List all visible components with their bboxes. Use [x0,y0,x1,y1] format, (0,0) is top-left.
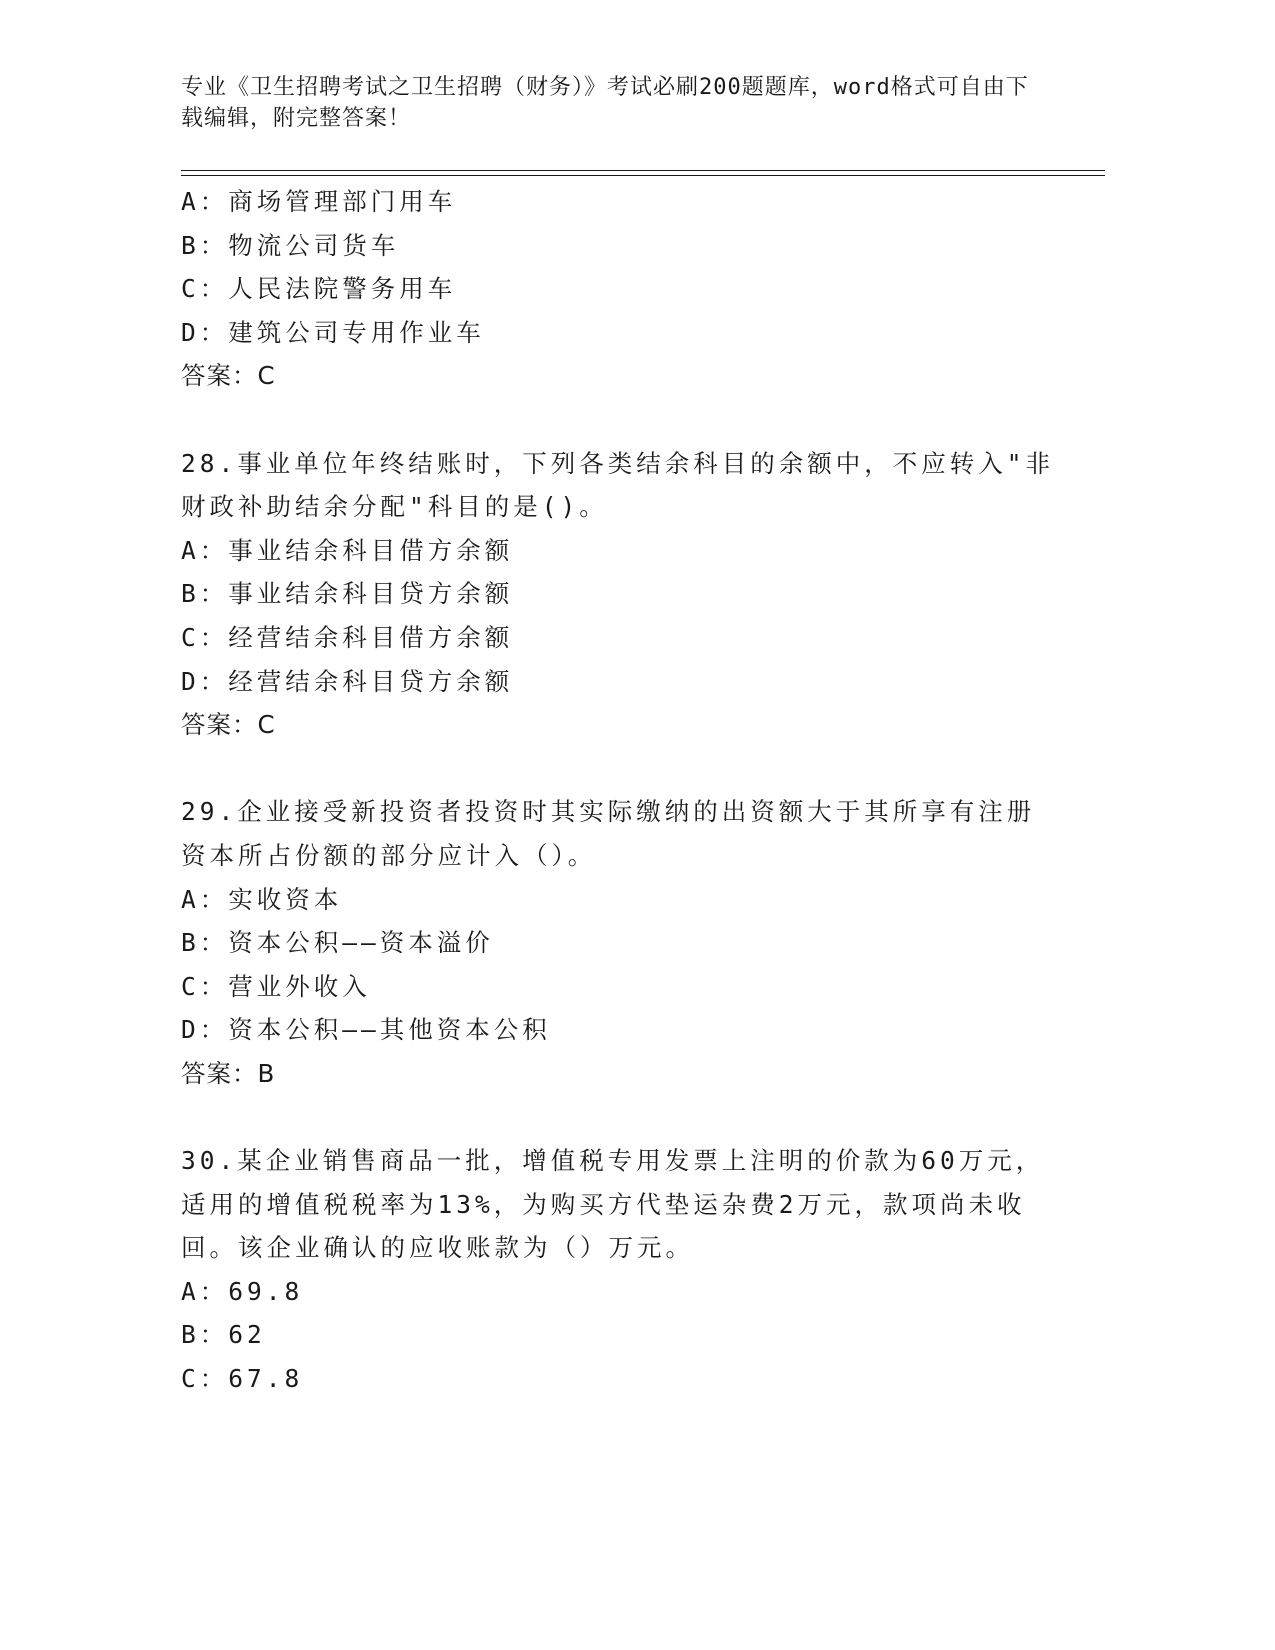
question-30-block [181,1139,1061,1401]
answer: 答案：C [181,361,276,391]
header-divider-bottom [181,175,1105,176]
question-29-block [181,790,1061,1095]
header-divider-top [181,170,1105,171]
option-a: A：事业结余科目借方余额 [181,535,514,565]
question-text: 30.某企业销售商品一批，增值税专用发票上注明的价款为60万元，适用的增值税税率为13%，为购买方代垫运杂费2万元，款项尚未收回。该企业确认的应收账款为（）万元。 [181,1146,1045,1263]
option-c: C：营业外收入 [181,971,371,1001]
option-b: B：物流公司货车 [181,230,400,260]
option-c: C：人民法院警务用车 [181,274,457,304]
option-b: B：62 [181,1320,266,1350]
question-27-block [181,180,1061,398]
option-a: A：实收资本 [181,884,343,914]
question-28-block [181,442,1061,747]
answer: 答案：B [181,1058,276,1088]
option-a: A：商场管理部门用车 [181,187,457,216]
option-d: D：建筑公司专用作业车 [181,317,485,347]
option-c: C：经营结余科目借方余额 [181,622,514,652]
document-header: 专业《卫生招聘考试之卫生招聘（财务）》考试必刷200题题库，word格式可自由下载编辑，附完整答案！ [181,75,1029,131]
spacer [181,747,1061,791]
spacer [181,1095,1061,1139]
spacer [181,398,1061,442]
document-body [181,180,1061,1401]
option-b: B：事业结余科目贷方余额 [181,579,514,609]
question-text: 29.企业接受新投资者投资时其实际缴纳的出资额大于其所享有注册资本所占份额的部分应计入（）。 [181,797,1036,870]
option-d: D：资本公积——其他资本公积 [181,1015,551,1045]
option-d: D：经营结余科目贷方余额 [181,666,514,696]
option-b: B：资本公积——资本溢价 [181,928,494,958]
question-text: 28.事业单位年终结账时，下列各类结余科目的余额中，不应转入"非财政补助结余分配"科目的是()。 [181,448,1054,522]
answer: 答案：C [181,710,276,740]
option-a: A：69.8 [181,1276,304,1306]
option-c: C：67.8 [181,1364,304,1394]
